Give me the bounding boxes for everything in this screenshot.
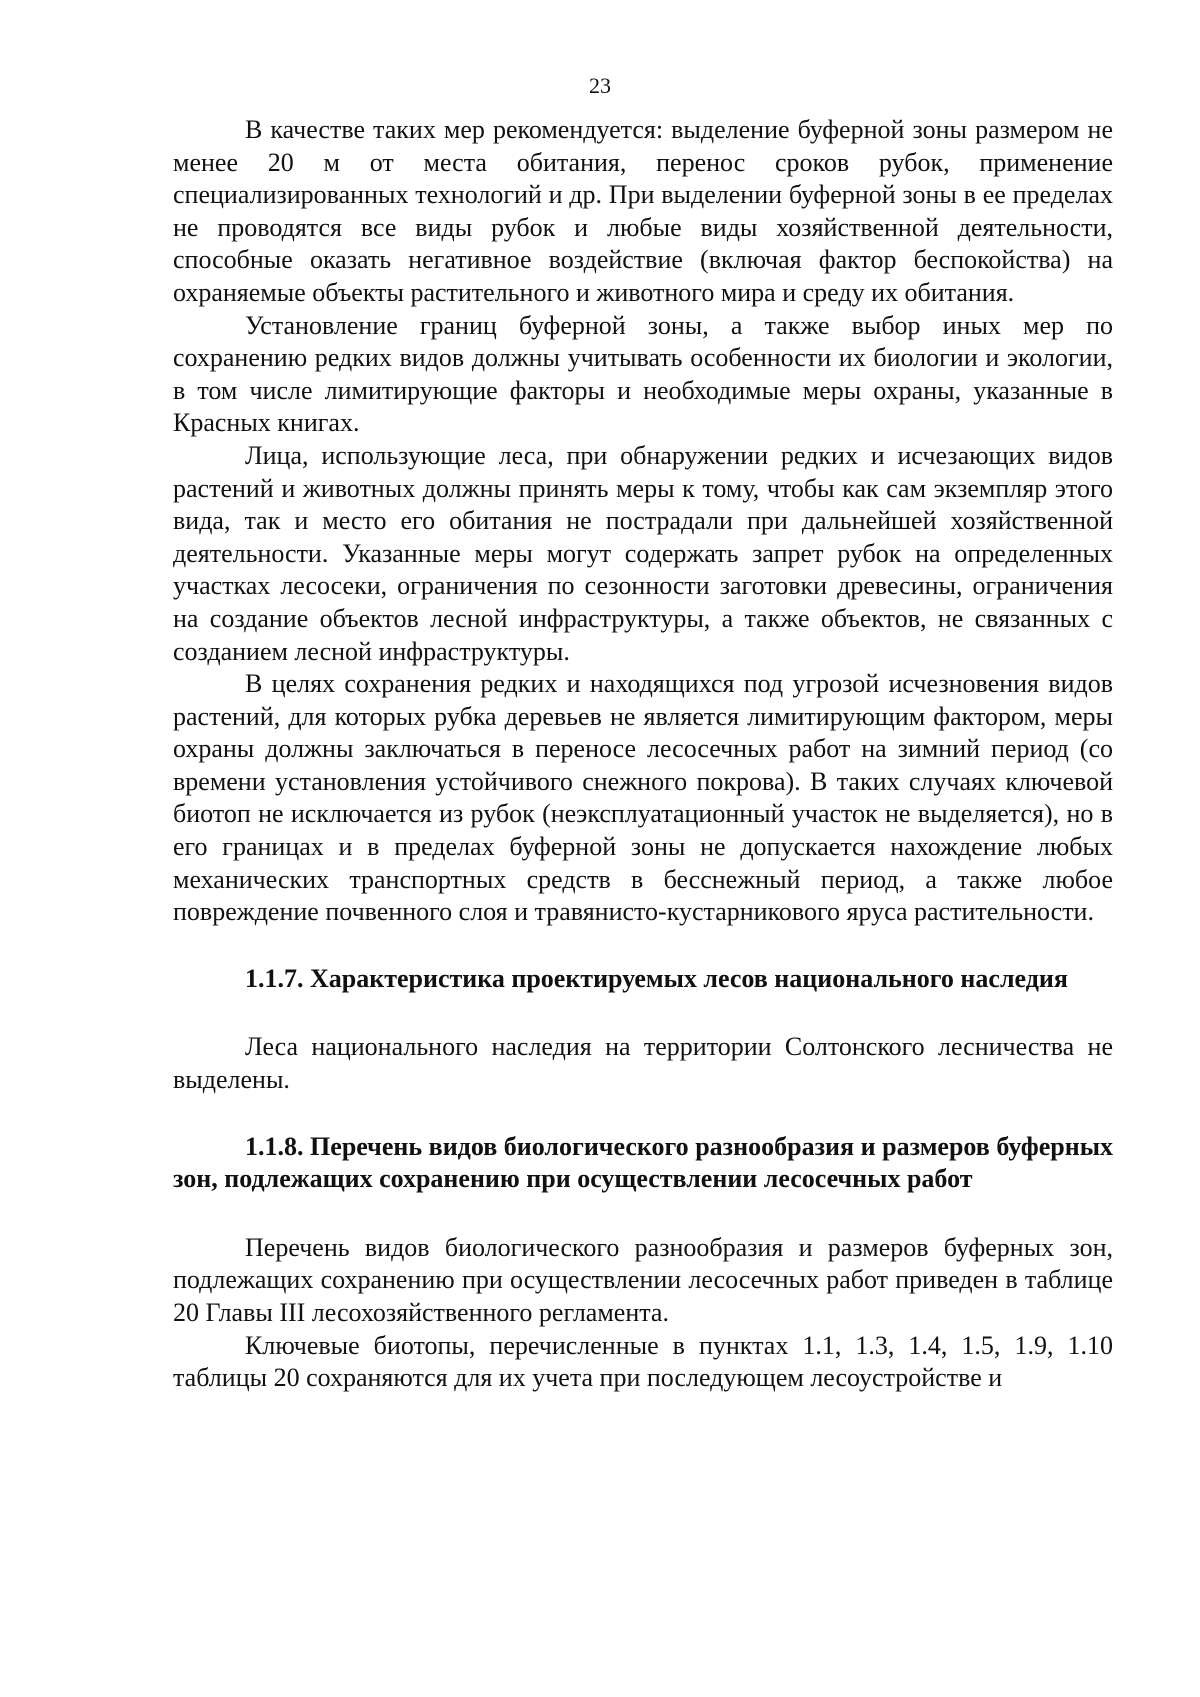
paragraph-biodiversity-list: Перечень видов биологического разнообразия и размеров буферных зон, подлежащих сохранению при осуществлении лесосечных работ приведен в таблице 20 Главы III лесохозяйственного регламента. bbox=[173, 1232, 1113, 1327]
page-number: 23 bbox=[589, 73, 611, 98]
section-heading-1-1-7: 1.1.7. Характеристика проектируемых лесов национального наследия bbox=[245, 963, 1068, 993]
paragraph-winter-logging: В целях сохранения редких и находящихся под угрозой исчезновения видов растений, для которых рубка деревьев не является лимитирующим фактором, меры охраны должны заключаться в переносе лесосечных работ на зимний период (со времени установления устойчивого снежного покрова). В таких случаях ключевой биотоп не исключается из рубок (неэксплуатационный участок не выделяется), но в его границах и в пределах буферной зоны не допускается нахождение любых механических транспортных средств в бесснежный период, а также любое повреждение почвенного слоя и травянисто-кустарникового яруса растительности. bbox=[173, 669, 1113, 927]
paragraph-buffer-zone-boundaries: Установление границ буферной зоны, а также выбор иных мер по сохранению редких видов должны учитывать особенности их биологии и экологии, в том числе лимитирующие факторы и необходимые меры охраны, указанные в Красных книгах. bbox=[173, 310, 1113, 438]
paragraph-key-biotopes: Ключевые биотопы, перечисленные в пунктах 1.1, 1.3, 1.4, 1.5, 1.9, 1.10 таблицы 20 сохраняются для их учета при последующем лесоустройстве и bbox=[173, 1330, 1113, 1393]
paragraph-national-heritage-forests: Леса национального наследия на территории Солтонского лесничества не выделены. bbox=[173, 1032, 1113, 1095]
page-body bbox=[173, 114, 1113, 1395]
section-heading-1-1-8: 1.1.8. Перечень видов биологического разнообразия и размеров буферных зон, подлежащих сохранению при осуществлении лесосечных работ bbox=[173, 1131, 1113, 1194]
paragraph-buffer-zone-measures: В качестве таких мер рекомендуется: выделение буферной зоны размером не менее 20 м от места обитания, перенос сроков рубок, применение специализированных технологий и др. При выделении буферной зоны в ее пределах не проводятся все виды рубок и любые виды хозяйственной деятельности, способные оказать негативное воздействие (включая фактор беспокойства) на охраняемые объекты растительного и животного мира и среду их обитания. bbox=[173, 115, 1113, 307]
paragraph-rare-species-discovery: Лица, использующие леса, при обнаружении редких и исчезающих видов растений и животных должны принять меры к тому, чтобы как сам экземпляр этого вида, так и место его обитания не пострадали при дальнейшей хозяйственной деятельности. Указанные меры могут содержать запрет рубок на определенных участках лесосеки, ограничения по сезонности заготовки древесины, ограничения на создание объектов лесной инфраструктуры, а также объектов, не связанных с созданием лесной инфраструктуры. bbox=[173, 440, 1113, 666]
